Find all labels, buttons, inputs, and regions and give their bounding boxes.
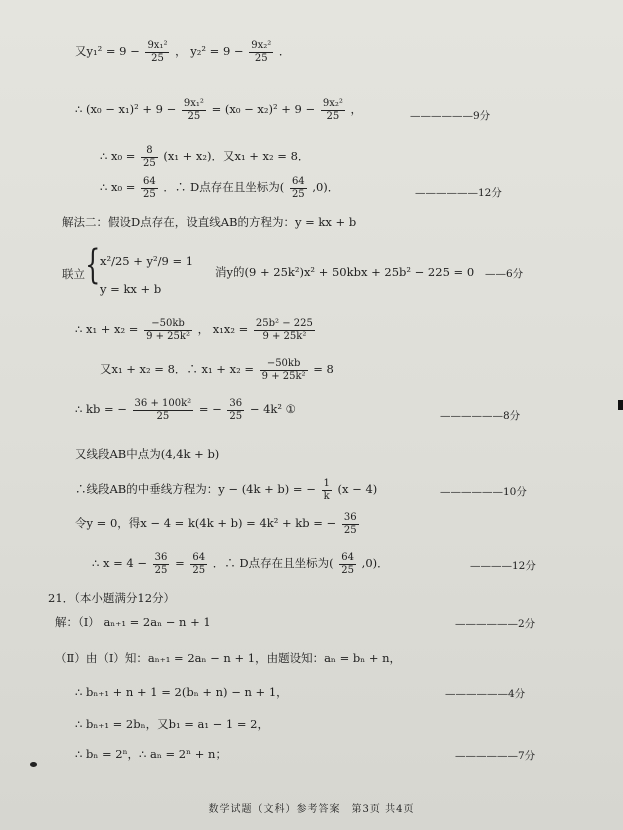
question-21-heading: 21．（本小题满分12分） bbox=[48, 591, 176, 605]
system-eq-line: y = kx + b bbox=[100, 282, 162, 296]
fraction-kb: $\frac{\text{36 + 100k²}}{25}$ bbox=[134, 398, 192, 422]
fraction-9x2-over-25: $\frac{\text{9x₂²}}{25}$ bbox=[251, 40, 272, 64]
fraction-1-over-k: $\frac{1}{k}$ bbox=[323, 478, 330, 502]
score-9: ——————9分 bbox=[410, 110, 491, 122]
perpendicular-bisector-line: ∴线段AB的中垂线方程为：y − (4k + b) = − $\frac{1}{k}$ (x − 4) bbox=[75, 478, 378, 502]
edge-mark bbox=[618, 400, 623, 410]
method-two-heading: 解法二：假设D点存在，设直线AB的方程为：y = kx + b bbox=[62, 215, 357, 229]
fraction-64-over-25-coord-b: $\frac{64}{25}$ bbox=[341, 552, 355, 576]
score-2: ——————2分 bbox=[455, 618, 536, 630]
page-footer: 数学试题（文科）参考答案 第3页 共4页 bbox=[208, 804, 415, 815]
general-term-line: ∴ bₙ = 2ⁿ，∴ aₙ = 2ⁿ + n； bbox=[75, 747, 227, 761]
fraction-9x1-over-25-b: $\frac{\text{9x₁²}}{25}$ bbox=[183, 98, 204, 122]
fraction-sum-roots-b: $\frac{-50kb}{\text{9 + 25k²}}$ bbox=[261, 358, 306, 382]
score-12-second: ————12分 bbox=[470, 560, 536, 572]
part-two-intro: （Ⅱ）由（Ⅰ）知：aₙ₊₁ = 2aₙ − n + 1，由题设知：aₙ = bₙ + n， bbox=[55, 651, 402, 665]
equation-line-sum-eight: 又x₁ + x₂ = 8．∴ x₁ + x₂ = $\frac{-50kb}{\text{9 + 25k²}}$ = 8 bbox=[100, 358, 334, 382]
fraction-64-over-25-coord: $\frac{64}{25}$ bbox=[291, 176, 305, 200]
equation-line-4: ∴ x₀ = $\frac{64}{25}$ ．∴ D点存在且坐标为( $\frac{64}{25}$ ,0)． bbox=[100, 176, 340, 200]
fraction-9x1-over-25: $\frac{\text{9x₁²}}{25}$ bbox=[147, 40, 168, 64]
recurrence-substitution: ∴ bₙ₊₁ + n + 1 = 2(bₙ + n) − n + 1， bbox=[75, 685, 288, 699]
left-brace: { bbox=[85, 242, 101, 288]
equation-line-1: 又y₁² = 9 − $\frac{\text{9x₁²}}{25}$ ， y₂² = 9 − $\frac{\text{9x₂²}}{25}$ ． bbox=[75, 40, 291, 64]
score-6: ——6分 bbox=[485, 268, 524, 280]
eq1-part-b: ， y₂² = 9 − bbox=[175, 44, 244, 58]
equation-line-vieta: ∴ x₁ + x₂ = $\frac{-50kb}{\text{9 + 25k²}}$ ， x₁x₂ = $\frac{\text{25b² − 225}}{\text{9 + 25k²}}$ bbox=[75, 318, 313, 342]
fraction-8-over-25: $\frac{8}{25}$ bbox=[143, 145, 156, 169]
eq1-part-a: 又y₁² = 9 − bbox=[75, 44, 140, 58]
fraction-sum-roots: $\frac{-50kb}{\text{9 + 25k²}}$ bbox=[146, 318, 190, 342]
ink-dot bbox=[30, 762, 37, 767]
score-8: ——————8分 bbox=[440, 410, 521, 422]
fraction-product-roots: $\frac{\text{25b² − 225}}{\text{9 + 25k²}}$ bbox=[255, 318, 313, 342]
score-7: ——————7分 bbox=[455, 750, 536, 762]
system-label: 联立 bbox=[62, 267, 85, 281]
equation-line-2: ∴ (x₀ − x₁)² + 9 − $\frac{\text{9x₁²}}{25}$ = (x₀ − x₂)² + 9 − $\frac{\text{9x₂²}}{25}$ ， bbox=[75, 98, 363, 122]
x-coordinate-line: ∴ x = 4 − $\frac{36}{25}$ = $\frac{64}{25}$ ．∴ D点存在且坐标为( $\frac{64}{25}$ ,0)． bbox=[92, 552, 389, 576]
midpoint-line: 又线段AB中点为(4,4k + b) bbox=[75, 447, 220, 461]
score-10: ——————10分 bbox=[440, 486, 527, 498]
fraction-9x2-over-25-b: $\frac{\text{9x₂²}}{25}$ bbox=[322, 98, 343, 122]
fraction-36-over-25-b: $\frac{36}{25}$ bbox=[343, 512, 357, 536]
equation-line-kb: ∴ kb = − $\frac{\text{36 + 100k²}}{25}$ = − $\frac{36}{25}$ − 4k² ① bbox=[75, 398, 296, 422]
score-12-first: ——————12分 bbox=[415, 187, 502, 199]
equation-line-3: ∴ x₀ = $\frac{8}{25}$ (x₁ + x₂)．又x₁ + x₂ = 8． bbox=[100, 145, 310, 169]
fraction-36-over-25-c: $\frac{36}{25}$ bbox=[154, 552, 168, 576]
geometric-sequence-line: ∴ bₙ₊₁ = 2bₙ，又b₁ = a₁ − 1 = 2， bbox=[75, 717, 270, 731]
system-eq-ellipse: x²/25 + y²/9 = 1 bbox=[100, 254, 194, 268]
set-y-zero-line: 令y = 0，得x − 4 = k(4k + b) = 4k² + kb = − $\frac{36}{25}$ bbox=[75, 512, 357, 536]
quadratic-equation: 消y的(9 + 25k²)x² + 50kbx + 25b² − 225 = 0 bbox=[215, 265, 475, 279]
fraction-64-over-25: $\frac{64}{25}$ bbox=[143, 176, 156, 200]
part-one-solution: 解：（Ⅰ） aₙ₊₁ = 2aₙ − n + 1 bbox=[55, 615, 211, 629]
fraction-36-over-25: $\frac{36}{25}$ bbox=[229, 398, 243, 422]
fraction-64-over-25-b: $\frac{64}{25}$ bbox=[192, 552, 206, 576]
score-4: ——————4分 bbox=[445, 688, 526, 700]
